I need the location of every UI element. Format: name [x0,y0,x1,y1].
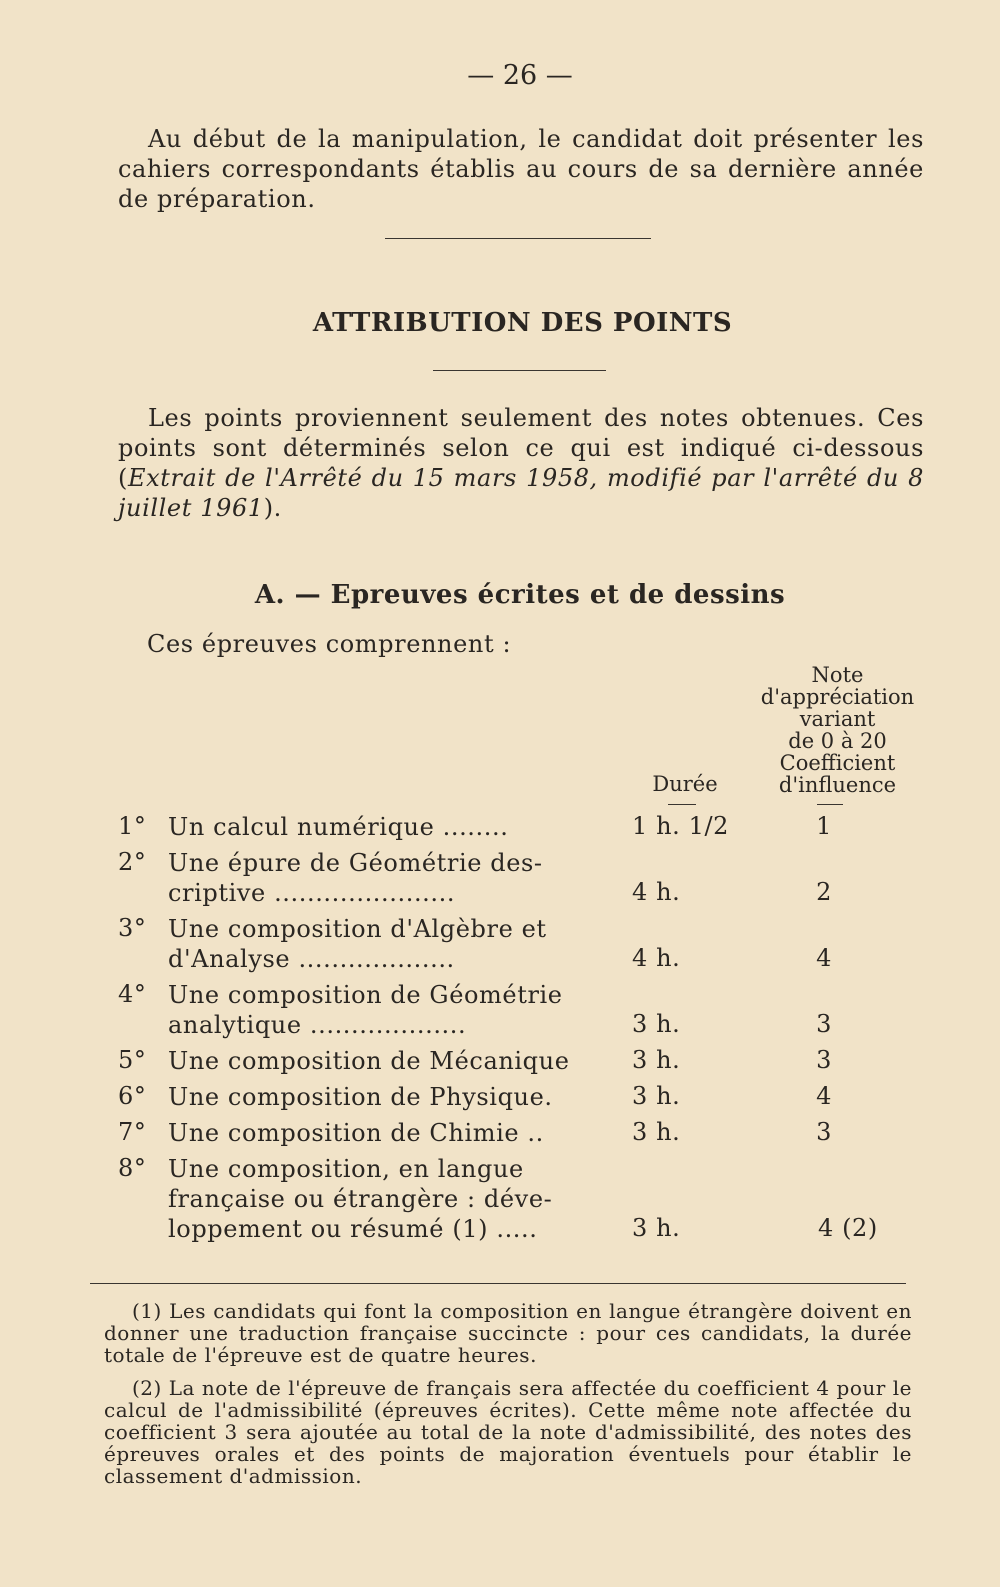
row-number: 8° [118,1154,147,1182]
row-label-line: Une épure de Géométrie des- [168,849,543,877]
row-label-line: Une composition d'Algèbre et [168,915,547,943]
footnote-2 [104,1377,912,1487]
row-label-line: Un calcul numérique ........ [168,813,509,841]
row-number: 6° [118,1082,147,1110]
section-title: ATTRIBUTION DES POINTS [312,308,733,338]
row-coefficient: 3 [816,1046,832,1074]
column-header-note-line: d'influence [778,773,897,797]
footnote-1 [104,1300,912,1366]
row-duration: 3 h. [632,1010,681,1038]
row-label [168,1046,604,1076]
subsection-title: A. — Epreuves écrites et de dessins [254,580,786,610]
row-number: 5° [118,1046,147,1074]
column-header-note-line: de 0 à 20 [788,729,887,753]
row-duration: 3 h. [632,1214,681,1242]
points-paragraph [118,403,924,523]
divider-rule [433,370,606,371]
row-duration: 3 h. [632,1118,681,1146]
row-label [168,1118,604,1148]
row-number: 4° [118,980,147,1008]
row-label [168,812,604,842]
row-coefficient: 4 (2) [818,1214,878,1242]
row-duration: 4 h. [632,944,681,972]
row-label [168,1082,604,1112]
row-number: 3° [118,914,147,942]
row-label-line: Une composition, en langue [168,1155,524,1183]
row-label-line: Une composition de Mécanique [168,1047,570,1075]
points-paragraph-end: ). [263,494,282,522]
row-coefficient: 3 [816,1118,832,1146]
points-paragraph-italic: Extrait de l'Arrêté du 15 mars 1958, modifié par l'arrêté du 8 juillet 1961 [118,464,924,522]
intro-paragraph-text: Au début de la manipulation, le candidat doit présenter les cahiers correspondants établis au cours de sa dernière année de préparation. [118,125,924,213]
row-label-line: loppement ou résumé (1) ..... [168,1215,538,1243]
row-duration: 4 h. [632,878,681,906]
row-coefficient: 4 [816,1082,832,1110]
row-number: 7° [118,1118,147,1146]
footnote-2-text: (2) La note de l'épreuve de français sera affectée du coefficient 4 pour le calcul de l'admissibilité (épreuves écrites). Cette même note affectée du coefficient 3 sera ajoutée au total de la note d'admissibilité, des notes des épreuves orales et des points de majoration éventuels pour établir le classement d'admission. [104,1376,912,1488]
column-header-duration: Durée [652,772,718,796]
row-label [168,848,604,908]
column-header-note-line: Coefficient [779,751,896,775]
row-label [168,914,604,974]
row-duration: 3 h. [632,1082,681,1110]
row-label-line: Une composition de Chimie .. [168,1119,544,1147]
page-number: — 26 — [467,60,573,91]
divider-rule [385,238,651,239]
row-label-line: Une composition de Physique. [168,1083,553,1111]
column-header-note [745,664,930,796]
row-coefficient: 2 [816,878,832,906]
column-header-note-line: Note [811,663,864,687]
points-paragraph-text: Les points proviennent seulement des notes obtenues. Ces points sont déterminés selon ce qui est indiqué ci-dessous ( [118,404,924,492]
row-label-line: française ou étrangère : déve- [168,1185,553,1213]
row-coefficient: 1 [816,812,832,840]
subsection-intro: Ces épreuves comprennent : [147,630,512,658]
footnote-1-text: (1) Les candidats qui font la composition en langue étrangère doivent en donner une traduction française succincte : pour ces candidats, la durée totale de l'épreuve est de quatre heures. [104,1299,912,1367]
row-number: 1° [118,812,147,840]
row-label [168,1154,604,1244]
row-coefficient: 3 [816,1010,832,1038]
column-header-dash [817,804,843,805]
row-duration: 1 h. 1/2 [632,812,730,840]
column-header-note-line: d'appréciation [760,685,915,709]
row-label-line: Une composition de Géométrie [168,981,563,1009]
row-label-line: analytique ................... [168,1011,467,1039]
column-header-note-line: variant [799,707,876,731]
row-coefficient: 4 [816,944,832,972]
row-duration: 3 h. [632,1046,681,1074]
intro-paragraph [118,124,924,214]
column-header-dash [668,804,696,805]
row-label [168,980,604,1040]
footnote-rule [90,1283,906,1284]
row-number: 2° [118,848,147,876]
row-label-line: criptive ...................... [168,879,456,907]
row-label-line: d'Analyse ................... [168,945,455,973]
